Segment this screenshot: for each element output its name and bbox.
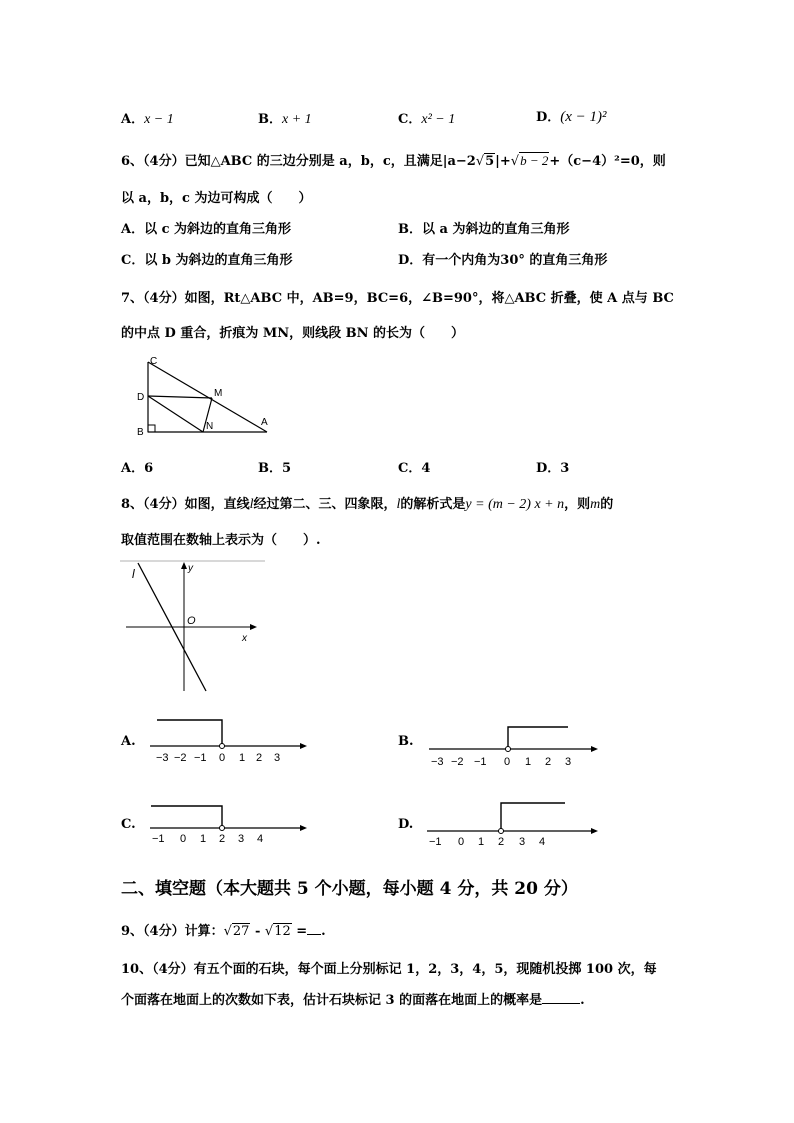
q10-end: . [580,993,585,1008]
q5-option-a-expr: x − 1 [144,112,174,127]
endpoint-open [220,744,225,749]
section-heading: 二、填空题（本大题共 5 个小题，每小题 4 分，共 20 分） [121,879,578,899]
q5-option-c [398,108,455,128]
q8-option-a-numberline [146,712,314,764]
tick: −1 [429,836,442,847]
q10-stem-line2 [121,989,585,1008]
tick: −3 [156,752,169,764]
q8-stem-line2: 取值范围在数轴上表示为（ ）. [121,533,321,548]
tick: 1 [200,833,207,845]
q5-option-d-label: D． [536,110,561,125]
tick: 2 [219,833,226,845]
q8-text-d: 的解析式是 [400,497,466,512]
q9-stem: 9、（4分）计算：√27 - √12 = . [121,924,326,939]
q9-prefix: 9、（4分）计算： [121,924,224,939]
tick: 2 [498,836,505,847]
q7-option-a: A．6 [121,461,154,476]
label-c: C [150,356,158,367]
range-bracket [508,727,568,749]
label-y: y [188,563,193,574]
q5-option-d [536,106,607,126]
q5-option-b [258,108,312,128]
q9-equals: = [291,924,308,939]
q8-var-l2: l [396,497,401,512]
label-d: D [137,392,145,403]
tick: 0 [219,752,226,764]
tick: −2 [174,752,187,764]
tick: 4 [539,836,546,847]
range-bracket [501,803,565,831]
tick: 4 [257,833,264,845]
tick: −3 [431,756,444,768]
q9-minus: - [250,924,265,939]
q6-root-b2: b − 2 [520,153,549,168]
q7-triangle-figure [130,355,280,440]
label-m: M [214,388,223,399]
label-a: A [261,417,268,428]
q8-line-graph [120,557,270,697]
label-l: l [132,567,135,581]
q10-answer-blank[interactable] [542,991,580,1004]
q9-root-12: 12 [274,924,291,939]
q6-text-e: +（c−4）²=0，则 [549,154,666,169]
tick: 2 [256,752,263,764]
q6-stem-line2: 以 a，b，c 为边可构成（ ） [121,191,312,206]
endpoint-open [506,747,511,752]
q10-text: 个面落在地面上的次数如下表，估计石块标记 3 的面落在地面上的概率是 [121,993,543,1008]
endpoint-open [499,829,504,834]
q8-option-a-label: A. [121,734,136,749]
q7-option-d: D．3 [536,461,570,476]
tick: 0 [504,756,511,768]
q6-root-5: 5 [485,154,495,169]
tick: −1 [194,752,207,764]
q8-stem-line1 [121,493,613,513]
q5-option-c-expr: x² − 1 [421,112,456,127]
label-n: N [206,421,214,432]
tick: 0 [180,833,187,845]
right-angle-mark [148,425,155,432]
y-axis-arrow [181,562,187,569]
segment-dm [148,396,212,398]
q6-option-c: C．以 b 为斜边的直角三角形 [121,253,293,268]
q6-option-b: B．以 a 为斜边的直角三角形 [398,222,570,237]
tick: 3 [519,836,526,847]
label-x: x [242,633,247,644]
q6-text-c: |+ [495,154,511,169]
label-b: B [137,427,144,438]
label-o: O [187,615,196,627]
q8-text-b: 经过第二、三、四象限， [253,497,397,512]
q8-option-d-numberline [425,795,605,847]
q8-text-h: 的 [600,497,614,512]
q8-option-b-label: B. [398,734,414,749]
q8-var-m: m [590,497,601,512]
q8-var-l1: l [249,497,254,512]
tick: 2 [545,756,552,768]
tick: −1 [152,833,165,845]
q8-option-b-numberline [425,718,605,770]
x-axis-arrow [250,624,257,630]
tick: 1 [478,836,485,847]
q5-option-c-label: C． [398,112,422,127]
range-bracket [151,806,222,828]
tick: −1 [474,756,487,768]
tick: 3 [238,833,245,845]
tick: 3 [565,756,572,768]
tick: 1 [239,752,246,764]
q5-option-b-expr: x + 1 [282,112,312,127]
q9-answer-blank[interactable] [307,924,321,935]
segment-dn [148,396,203,432]
q6-option-a: A．以 c 为斜边的直角三角形 [121,222,292,237]
q6-option-d: D．有一个内角为30° 的直角三角形 [398,253,608,268]
q7-option-c: C．4 [398,461,431,476]
q5-option-d-expr: (x − 1)² [560,109,607,125]
q7-stem-line2: 的中点 D 重合，折痕为 MN，则线段 BN 的长为（ ） [121,326,465,341]
q8-text-a: 8、（4分）如图，直线 [121,497,250,512]
q5-option-a [121,108,174,128]
q6-stem-line1: 6、（4分）已知△ABC 的三边分别是 a，b，c，且满足|a−2√5|+√b − 2+（c−4）²=0，则 [121,153,666,169]
tick: 3 [274,752,281,764]
q7-stem-line1: 7、（4分）如图，Rt△ABC 中，AB=9，BC=6，∠B=90°，将△ABC 折叠，使 A 点与 BC [121,291,674,306]
q8-option-d-label: D. [398,817,414,832]
tick: −2 [451,756,464,768]
q10-stem-line1: 10、（4分）有五个面的石块，每个面上分别标记 1，2，3，4，5，现随机投掷 100 次，每 [121,962,657,977]
q7-option-b: B．5 [258,461,292,476]
q5-option-b-label: B． [258,112,282,127]
q8-option-c-label: C. [121,817,136,832]
tick: 0 [458,836,465,847]
q9-root-27: 27 [232,924,250,939]
endpoint-open [220,826,225,831]
q6-text-a: 6、（4分）已知△ABC 的三边分别是 a，b，c，且满足|a−2 [121,154,476,169]
range-bracket [157,720,222,746]
q8-equation: y = (m − 2) x + n [465,497,565,512]
q8-option-c-numberline [146,797,314,849]
q9-end: . [321,924,326,939]
q5-option-a-label: A． [121,112,145,127]
tick: 1 [525,756,532,768]
q8-text-f: ，则 [564,497,591,512]
